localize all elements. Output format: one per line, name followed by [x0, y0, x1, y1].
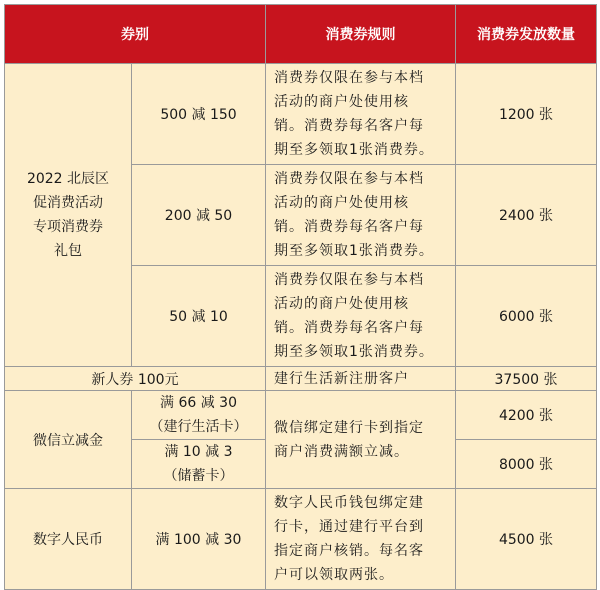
header-coupon-rule: 消费券规则	[266, 5, 456, 64]
coupon-table-wrapper	[4, 4, 597, 590]
wechat-rule-cell: 微信绑定建行卡到指定 商户消费满额立减。	[266, 391, 456, 489]
table-row	[5, 367, 597, 391]
coupon-count-cell: 4200 张	[456, 391, 597, 440]
coupon-count-cell: 8000 张	[456, 440, 597, 489]
coupon-table	[4, 4, 597, 590]
digital-group-name: 数字人民币	[5, 489, 132, 590]
beichen-group-name: 2022 北辰区 促消费活动 专项消费券 礼包	[5, 64, 132, 367]
table-row	[5, 391, 597, 440]
header-coupon-type: 券别	[5, 5, 266, 64]
coupon-type-cell: 满 66 减 30 （建行生活卡）	[132, 391, 266, 440]
wechat-group-name: 微信立减金	[5, 391, 132, 489]
coupon-count-cell: 2400 张	[456, 165, 597, 266]
coupon-rule-cell: 消费券仅限在参与本档 活动的商户处使用核 销。消费券每名客户每 期至多领取1张消费券。	[266, 266, 456, 367]
coupon-rule-cell: 消费券仅限在参与本档 活动的商户处使用核 销。消费券每名客户每 期至多领取1张消费券。	[266, 64, 456, 165]
newcomer-coupon-rule: 建行生活新注册客户	[266, 367, 456, 391]
table-row	[5, 64, 597, 165]
header-row	[5, 5, 597, 64]
newcomer-coupon-type: 新人券 100元	[5, 367, 266, 391]
newcomer-coupon-count: 37500 张	[456, 367, 597, 391]
coupon-count-cell: 1200 张	[456, 64, 597, 165]
coupon-type-cell: 50 减 10	[132, 266, 266, 367]
coupon-type-cell: 满 100 减 30	[132, 489, 266, 590]
table-row	[5, 489, 597, 590]
coupon-count-cell: 6000 张	[456, 266, 597, 367]
coupon-count-cell: 4500 张	[456, 489, 597, 590]
coupon-type-cell: 满 10 减 3 （储蓄卡）	[132, 440, 266, 489]
coupon-type-cell: 500 减 150	[132, 64, 266, 165]
coupon-type-cell: 200 减 50	[132, 165, 266, 266]
coupon-rule-cell: 消费券仅限在参与本档 活动的商户处使用核 销。消费券每名客户每 期至多领取1张消费券。	[266, 165, 456, 266]
coupon-rule-cell: 数字人民币钱包绑定建 行卡，通过建行平台到 指定商户核销。每名客 户可以领取两张。	[266, 489, 456, 590]
header-coupon-count: 消费券发放数量	[456, 5, 597, 64]
